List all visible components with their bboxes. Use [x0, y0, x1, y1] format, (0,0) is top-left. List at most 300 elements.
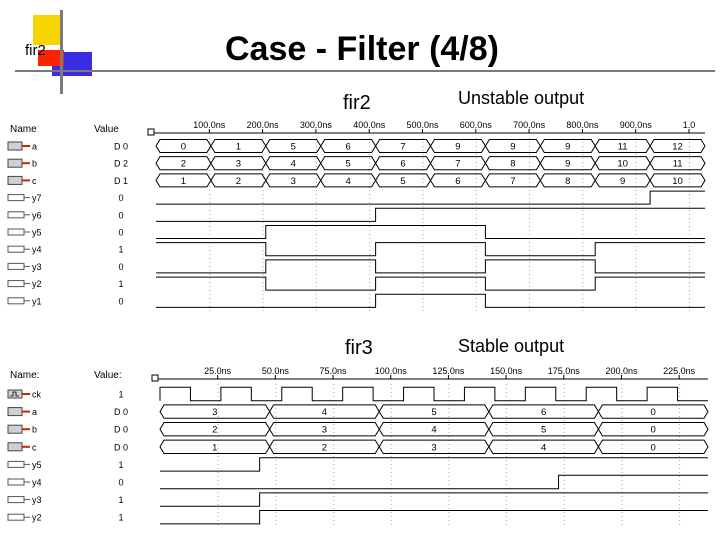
bus-segment-value: 3 — [235, 158, 241, 170]
grid-dot — [333, 452, 334, 453]
grid-dot — [316, 218, 317, 219]
grid-dot — [689, 222, 690, 223]
grid-dot — [621, 500, 622, 501]
grid-dot — [582, 262, 583, 263]
grid-dot — [564, 444, 565, 445]
bus-segment-value: 8 — [565, 175, 571, 187]
grid-dot — [316, 254, 317, 255]
bus-segment-value: 0 — [650, 424, 656, 436]
grid-dot — [333, 460, 334, 461]
grid-dot — [369, 214, 370, 215]
grid-dot — [582, 150, 583, 151]
grid-dot — [369, 298, 370, 299]
grid-dot — [476, 218, 477, 219]
pin-body — [8, 461, 24, 467]
grid-dot — [582, 138, 583, 139]
grid-dot — [209, 226, 210, 227]
grid-dot — [582, 250, 583, 251]
grid-dot — [263, 198, 264, 199]
grid-dot — [448, 516, 449, 517]
grid-dot — [679, 388, 680, 389]
bus-segment-value: 6 — [345, 141, 351, 153]
grid-dot — [582, 154, 583, 155]
grid-dot — [275, 388, 276, 389]
grid-dot — [564, 452, 565, 453]
grid-dot — [275, 460, 276, 461]
tick-label: 600.0ns — [459, 120, 492, 130]
grid-dot — [218, 388, 219, 389]
grid-dot — [476, 138, 477, 139]
bus-segment-value: 9 — [455, 141, 461, 153]
grid-dot — [391, 460, 392, 461]
grid-dot — [448, 500, 449, 501]
grid-dot — [391, 396, 392, 397]
grid-dot — [506, 472, 507, 473]
bus-segment-value: 2 — [180, 158, 187, 170]
grid-dot — [316, 246, 317, 247]
grid-dot — [582, 218, 583, 219]
bus-segment-value: 4 — [540, 442, 547, 454]
grid-dot — [391, 448, 392, 449]
grid-dot — [263, 210, 264, 211]
signal-value: 1 — [118, 512, 124, 523]
tick-label: 500.0ns — [406, 120, 439, 130]
pin-body — [8, 425, 22, 433]
grid-dot — [689, 302, 690, 303]
grid-dot — [636, 250, 637, 251]
grid-dot — [369, 142, 370, 143]
signal-value: 1 — [118, 389, 124, 400]
grid-dot — [582, 206, 583, 207]
grid-dot — [333, 472, 334, 473]
grid-dot — [218, 468, 219, 469]
grid-dot — [689, 266, 690, 267]
grid-dot — [209, 278, 210, 279]
grid-dot — [636, 294, 637, 295]
grid-dot — [391, 384, 392, 385]
grid-dot — [275, 444, 276, 445]
grid-dot — [476, 274, 477, 275]
grid-dot — [621, 484, 622, 485]
grid-dot — [333, 388, 334, 389]
grid-dot — [263, 214, 264, 215]
grid-dot — [218, 392, 219, 393]
grid-dot — [369, 138, 370, 139]
grid-dot — [263, 146, 264, 147]
grid-dot — [218, 384, 219, 385]
grid-dot — [689, 166, 690, 167]
grid-dot — [636, 158, 637, 159]
grid-dot — [333, 432, 334, 433]
bottom-waveform-viewer — [0, 364, 720, 526]
grid-dot — [369, 302, 370, 303]
pin-body — [8, 298, 24, 304]
grid-dot — [316, 238, 317, 239]
grid-dot — [564, 384, 565, 385]
grid-dot — [316, 162, 317, 163]
grid-dot — [529, 210, 530, 211]
signal-name: y2 — [32, 512, 42, 523]
top-sim-note: Unstable output — [458, 88, 585, 108]
grid-dot — [529, 258, 530, 259]
grid-dot — [476, 286, 477, 287]
grid-dot — [218, 396, 219, 397]
grid-dot — [621, 516, 622, 517]
grid-dot — [476, 210, 477, 211]
grid-dot — [636, 202, 637, 203]
grid-dot — [476, 150, 477, 151]
grid-dot — [506, 448, 507, 449]
grid-dot — [263, 138, 264, 139]
column-header-name: Name — [10, 124, 37, 135]
grid-dot — [369, 198, 370, 199]
grid-dot — [423, 206, 424, 207]
pin-body — [8, 497, 24, 503]
grid-dot — [529, 270, 530, 271]
grid-dot — [621, 460, 622, 461]
grid-dot — [476, 206, 477, 207]
bus-input-icon — [8, 142, 30, 150]
grid-dot — [582, 214, 583, 215]
bus-segment-value: 11 — [617, 141, 628, 153]
output-pin-icon — [8, 212, 30, 218]
grid-dot — [621, 508, 622, 509]
grid-dot — [423, 238, 424, 239]
grid-dot — [423, 270, 424, 271]
grid-dot — [391, 484, 392, 485]
grid-dot — [564, 412, 565, 413]
grid-dot — [529, 150, 530, 151]
grid-dot — [263, 290, 264, 291]
grid-dot — [369, 226, 370, 227]
grid-dot — [316, 282, 317, 283]
grid-dot — [621, 488, 622, 489]
grid-dot — [621, 448, 622, 449]
grid-dot — [316, 142, 317, 143]
grid-dot — [582, 202, 583, 203]
grid-dot — [506, 520, 507, 521]
grid-dot — [689, 146, 690, 147]
grid-dot — [263, 202, 264, 203]
grid-dot — [506, 484, 507, 485]
signal-name: a — [32, 141, 38, 152]
grid-dot — [369, 294, 370, 295]
grid-dot — [448, 392, 449, 393]
grid-dot — [564, 488, 565, 489]
grid-dot — [316, 158, 317, 159]
grid-dot — [529, 266, 530, 267]
grid-dot — [636, 218, 637, 219]
grid-dot — [391, 480, 392, 481]
grid-dot — [689, 158, 690, 159]
grid-dot — [333, 468, 334, 469]
grid-dot — [582, 194, 583, 195]
grid-dot — [369, 238, 370, 239]
grid-dot — [506, 512, 507, 513]
bus-segment-value: 3 — [290, 175, 296, 187]
grid-dot — [529, 286, 530, 287]
clock-waveform — [160, 387, 708, 400]
signal-value: D 2 — [113, 158, 129, 169]
grid-dot — [275, 452, 276, 453]
grid-dot — [679, 396, 680, 397]
grid-dot — [564, 416, 565, 417]
bottom-sim-caption: fir3 — [345, 337, 373, 359]
output-pin-icon — [8, 246, 30, 252]
output-pin-icon — [8, 514, 30, 520]
signal-name: y6 — [32, 210, 42, 221]
grid-dot — [316, 154, 317, 155]
bus-input-icon — [8, 408, 30, 416]
grid-dot — [263, 294, 264, 295]
grid-dot — [448, 416, 449, 417]
grid-dot — [506, 420, 507, 421]
grid-dot — [316, 270, 317, 271]
bus-segment-value: 0 — [180, 141, 187, 153]
grid-dot — [423, 226, 424, 227]
output-pin-icon — [8, 461, 30, 467]
grid-dot — [621, 428, 622, 429]
bus-segment-value: 3 — [431, 442, 437, 454]
grid-dot — [391, 392, 392, 393]
signal-value: 1 — [118, 244, 124, 255]
cursor-marker — [148, 129, 154, 135]
grid-dot — [209, 154, 210, 155]
grid-dot — [506, 508, 507, 509]
grid-dot — [209, 274, 210, 275]
grid-dot — [209, 210, 210, 211]
grid-dot — [448, 412, 449, 413]
grid-dot — [621, 512, 622, 513]
bus-segment-value: 5 — [345, 158, 351, 170]
grid-dot — [621, 384, 622, 385]
grid-dot — [529, 302, 530, 303]
grid-dot — [476, 238, 477, 239]
signal-name: y4 — [32, 477, 42, 488]
grid-dot — [476, 258, 477, 259]
grid-dot — [391, 412, 392, 413]
grid-dot — [636, 162, 637, 163]
bit-waveform — [160, 475, 708, 488]
grid-dot — [582, 282, 583, 283]
bus-input-icon — [8, 159, 30, 167]
grid-dot — [476, 282, 477, 283]
grid-dot — [636, 310, 637, 311]
signal-value: D 0 — [113, 141, 129, 152]
horizontal-divider-line — [15, 70, 715, 72]
vertical-divider-line — [60, 10, 63, 94]
signal-value: D 0 — [113, 424, 129, 435]
grid-dot — [636, 138, 637, 139]
bus-segment-value: 5 — [540, 424, 547, 436]
grid-dot — [275, 524, 276, 525]
grid-dot — [209, 234, 210, 235]
grid-dot — [391, 420, 392, 421]
grid-dot — [209, 202, 210, 203]
grid-dot — [621, 416, 622, 417]
bit-waveform — [156, 225, 705, 238]
grid-dot — [679, 480, 680, 481]
grid-dot — [263, 226, 264, 227]
grid-dot — [316, 138, 317, 139]
grid-dot — [564, 460, 565, 461]
grid-dot — [333, 420, 334, 421]
bus-segment-value: 1 — [212, 442, 218, 454]
grid-dot — [529, 254, 530, 255]
pin-body — [8, 159, 22, 167]
grid-dot — [564, 476, 565, 477]
grid-dot — [369, 206, 370, 207]
grid-dot — [391, 476, 392, 477]
grid-dot — [263, 274, 264, 275]
bus-segment-value: 4 — [290, 158, 296, 170]
grid-dot — [263, 218, 264, 219]
grid-dot — [209, 230, 210, 231]
grid-dot — [263, 250, 264, 251]
grid-dot — [369, 250, 370, 251]
grid-dot — [679, 448, 680, 449]
grid-dot — [263, 286, 264, 287]
grid-dot — [423, 202, 424, 203]
grid-dot — [621, 388, 622, 389]
grid-dot — [423, 194, 424, 195]
grid-dot — [316, 198, 317, 199]
grid-dot — [333, 448, 334, 449]
grid-dot — [218, 472, 219, 473]
grid-dot — [564, 424, 565, 425]
output-pin-icon — [8, 229, 30, 235]
pin-body — [8, 176, 22, 184]
grid-dot — [689, 250, 690, 251]
bus-segment-value: 2 — [212, 424, 218, 436]
grid-dot — [369, 234, 370, 235]
tick-label: 175.0ns — [547, 366, 580, 376]
grid-dot — [636, 262, 637, 263]
signal-value: D 1 — [113, 175, 129, 186]
grid-dot — [448, 464, 449, 465]
grid-dot — [448, 424, 449, 425]
grid-dot — [689, 270, 690, 271]
grid-dot — [391, 512, 392, 513]
grid-dot — [564, 504, 565, 505]
grid-dot — [689, 138, 690, 139]
signal-name: b — [32, 158, 38, 169]
bus-segment-value: 9 — [565, 158, 571, 170]
signal-value: 1 — [118, 495, 124, 506]
grid-dot — [564, 484, 565, 485]
grid-dot — [369, 178, 370, 179]
grid-dot — [476, 246, 477, 247]
bus-segment-value: 9 — [565, 141, 571, 153]
grid-dot — [636, 290, 637, 291]
grid-dot — [218, 484, 219, 485]
grid-dot — [636, 146, 637, 147]
grid-dot — [333, 484, 334, 485]
grid-dot — [506, 524, 507, 525]
grid-dot — [636, 226, 637, 227]
grid-dot — [209, 206, 210, 207]
grid-dot — [209, 290, 210, 291]
grid-dot — [333, 384, 334, 385]
grid-dot — [448, 496, 449, 497]
grid-dot — [275, 408, 276, 409]
grid-dot — [529, 226, 530, 227]
grid-dot — [689, 214, 690, 215]
grid-dot — [369, 202, 370, 203]
grid-dot — [369, 230, 370, 231]
grid-dot — [263, 234, 264, 235]
signal-name: c — [32, 175, 37, 186]
grid-dot — [529, 138, 530, 139]
signal-value: 0 — [118, 210, 124, 221]
grid-dot — [448, 456, 449, 457]
grid-dot — [689, 206, 690, 207]
bus-segment-value: 1 — [235, 141, 241, 153]
grid-dot — [621, 420, 622, 421]
grid-dot — [218, 480, 219, 481]
grid-dot — [209, 214, 210, 215]
column-header-value: Value: — [94, 370, 122, 381]
grid-dot — [333, 396, 334, 397]
grid-dot — [529, 146, 530, 147]
grid-dot — [209, 158, 210, 159]
grid-dot — [209, 170, 210, 171]
grid-dot — [263, 246, 264, 247]
cursor-marker — [152, 375, 158, 381]
grid-dot — [423, 250, 424, 251]
grid-dot — [391, 516, 392, 517]
grid-dot — [448, 508, 449, 509]
bus-segment-value: 8 — [510, 158, 516, 170]
grid-dot — [476, 158, 477, 159]
grid-dot — [529, 274, 530, 275]
grid-dot — [423, 166, 424, 167]
grid-dot — [582, 302, 583, 303]
grid-dot — [636, 230, 637, 231]
grid-dot — [582, 234, 583, 235]
grid-dot — [423, 210, 424, 211]
grid-dot — [209, 218, 210, 219]
column-header-name: Name: — [10, 370, 40, 381]
grid-dot — [679, 452, 680, 453]
grid-dot — [582, 274, 583, 275]
grid-dot — [476, 178, 477, 179]
grid-dot — [218, 460, 219, 461]
bus-segment-value: 6 — [455, 175, 461, 187]
grid-dot — [636, 190, 637, 191]
signal-name: y4 — [32, 244, 42, 255]
pin-body — [8, 142, 22, 150]
grid-dot — [529, 194, 530, 195]
grid-dot — [689, 294, 690, 295]
grid-dot — [333, 508, 334, 509]
bus-segment-value: 2 — [235, 175, 241, 187]
grid-dot — [679, 408, 680, 409]
bus-segment-value: 7 — [510, 175, 516, 187]
grid-dot — [316, 202, 317, 203]
grid-dot — [564, 388, 565, 389]
grid-dot — [448, 468, 449, 469]
grid-dot — [529, 166, 530, 167]
grid-dot — [679, 516, 680, 517]
grid-dot — [506, 460, 507, 461]
grid-dot — [209, 298, 210, 299]
grid-dot — [333, 476, 334, 477]
tick-label: 100.0ns — [193, 120, 226, 130]
grid-dot — [476, 266, 477, 267]
grid-dot — [564, 468, 565, 469]
grid-dot — [391, 388, 392, 389]
